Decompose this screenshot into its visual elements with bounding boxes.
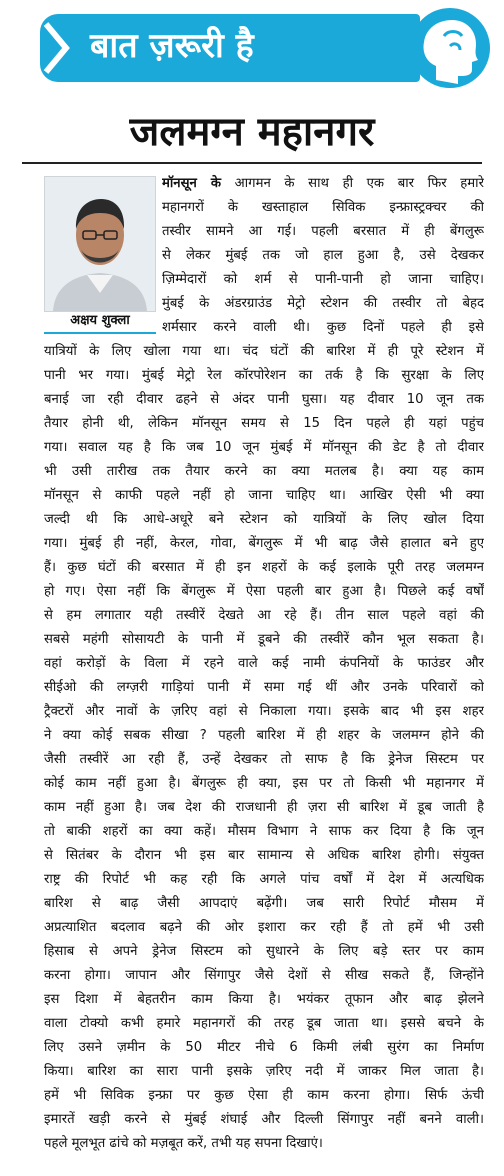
article-line: इस दिशा में बेहतरीन काम किया है। भयंकर तूफान और बाढ़ झेलने [44,992,484,1007]
banner-title: बात ज़रूरी है [90,26,254,66]
article-line-last: पहले मूलभूत ढांचे को मज़बूत करें, तभी यह सपना दिखाएं। [44,1136,323,1151]
article-line: मॉनसून से काफी पहले नहीं हो जाना चाहिए था। आखिर ऐसी भी क्या [44,488,484,503]
article-line: शर्मसार करने वाली थी। कुछ दिनों पहले ही इसे [162,320,484,335]
article-line: हो गए। ऐसा नहीं कि बेंगलुरू में ऐसा पहली बार हुआ है। पिछले कई वर्षों [44,584,484,599]
article-line: ज़िम्मेदारों को शर्म से पानी-पानी हो जाना चाहिए। [162,272,484,287]
headline: जलमग्न महानगर [129,109,375,155]
article-line: जल्दी थी कि आधे-अधूरे बने स्टेशन को यात्रियों के लिए खोल दिया [44,512,484,527]
article-line: पानी भर गया। मुंबई मेट्रो रेल कॉरपोरेशन का तर्क है कि सुरक्षा के लिए [44,368,484,383]
article-line: से हम लगातार यही तस्वीरें देखते आ रहे हैं। तीन साल पहले वहां की [44,608,484,623]
article-line: काम नहीं हुआ है। जब देश की राजधानी ही ज़रा सी बारिश में डूब जाती है [44,800,484,815]
article-line: से लेकर मुंबई तक जो हाल हुआ है, उसे देखकर [162,248,484,263]
article-line: इमारतें खड़ी करने से मुंबई शंघाई और दिल्ली सिंगापुर नहीं बनने वाली। [44,1112,484,1127]
article-lead: मॉनसून के [162,176,222,191]
article-line: सीईओ की लग्ज़री गाड़ियां पानी में समा गई थीं और उनके परिवारों को [44,680,484,695]
author-underline [44,332,156,334]
article-line: ने क्या कोई सबक सीखा ? पहली बारिश में ही शहर के जलमग्न होने की [44,728,484,743]
article-line: जैसी तस्वीरें आ रही हैं, उन्हें देखकर तो साफ है कि ड्रेनेज सिस्टम पर [44,752,484,767]
article-line: ट्रैक्टरों और नावों के ज़रिए वहां से निकाला गया। इसके बाद भी इस शहर [44,704,484,719]
article-line: भी उसी तारीख तक तैयार करने का क्या मतलब है। क्या यह काम [44,464,484,479]
article-line: हिसाब से अपने ड्रेनेज सिस्टम को सुधारने के लिए बड़े स्तर पर काम [44,944,484,959]
article-line: तस्वीर सामने आ गई। पहली बरसात में ही बेंगलुरू [162,224,484,239]
article-line: वाला टोक्यो कभी हमारे महानगरों की तरह डूब जाता था। इससे बचने के [44,1016,484,1031]
article-line: राष्ट्र की रिपोर्ट भी कह रही कि अगले पांच वर्षों में देश में अत्यधिक [44,872,484,887]
article-line: गया। मुंबई ही नहीं, केरल, गोवा, बेंगलुरू में भी बाढ़ जैसे हालात बने हुए [44,536,484,551]
author-name: अक्षय शुक्ला [70,313,130,328]
article-line: महानगरों के खस्ताहाल सिविक इन्फ्रास्ट्रक्चर की [162,200,484,215]
article-line: बारिश से बाढ़ जैसी आपदाएं बढ़ेंगी। जब सारी रिपोर्ट मौसम में [44,896,484,911]
head-silhouette-icon [398,6,498,90]
article-line: वहां करोड़ों के विला में रहने वाले कई नामी कंपनियों के फाउंडर और [44,656,484,671]
article-line: किया। बारिश का सारा पानी इसके ज़रिए नदी में जाकर मिल जाता है। [44,1064,484,1079]
article-line: से सितंबर के दौरान भी इस बार सामान्य से अधिक बारिश होगी। संयुक्त [44,848,484,863]
headline-rule [22,162,482,164]
article-line: सबसे महंगी सोसायटी के पानी में डूबने की तस्वीरें कौन भूल सकता है। [44,632,484,647]
article-line: तो बाकी शहरों का क्या कहें। मौसम विभाग ने साफ कर दिया है कि जून [44,824,484,839]
article-line: मुंबई के अंडरग्राउंड मेट्रो स्टेशन की तस्वीर तो बेहद [162,296,484,311]
article-line: हैं। कुछ घंटों की बरसात में ही इन शहरों के कई इलाके पूरी तरह जलमग्न [44,560,484,575]
article-line: कोई काम नहीं हुआ है। बेंगलुरू ही क्या, इस पर तो किसी भी महानगर में [44,776,484,791]
article-line: मॉनसून के आगमन के साथ ही एक बार फिर हमारे [162,176,484,191]
article-line: बनाई जा रही दीवार ढहने से अंदर पानी घुसा। यह दीवार 10 जून तक [44,392,484,407]
author-photo [44,176,156,312]
article-line: हमें भी सिविक इन्फ्रा पर कुछ ऐसा ही काम करना होगा। सिर्फ ऊंची [44,1088,484,1103]
article-line: करना होगा। जापान और सिंगापुर जैसे देशों से सीख सकते हैं, जिन्होंने [44,968,484,983]
column-banner [10,6,498,90]
article-line: यात्रियों के लिए खोला गया था। चंद घंटों की बारिश में ही पूरे स्टेशन में [44,344,484,359]
banner-notch-decoration [40,14,78,82]
article-line: तैयार होनी थी, लेकिन मॉनसून समय से 15 दिन पहले ही यहां पहुंच [44,416,484,431]
article-line: अप्रत्याशित बदलाव बढ़ने की ओर इशारा कर रही हैं तो हमें भी उसी [44,920,484,935]
article-line: गया। सवाल यह है कि जब 10 जून मुंबई में मॉनसून की डेट है तो दीवार [44,440,484,455]
article-line: लिए उसने ज़मीन के 50 मीटर नीचे 6 किमी लंबी सुरंग का निर्माण [44,1040,484,1055]
